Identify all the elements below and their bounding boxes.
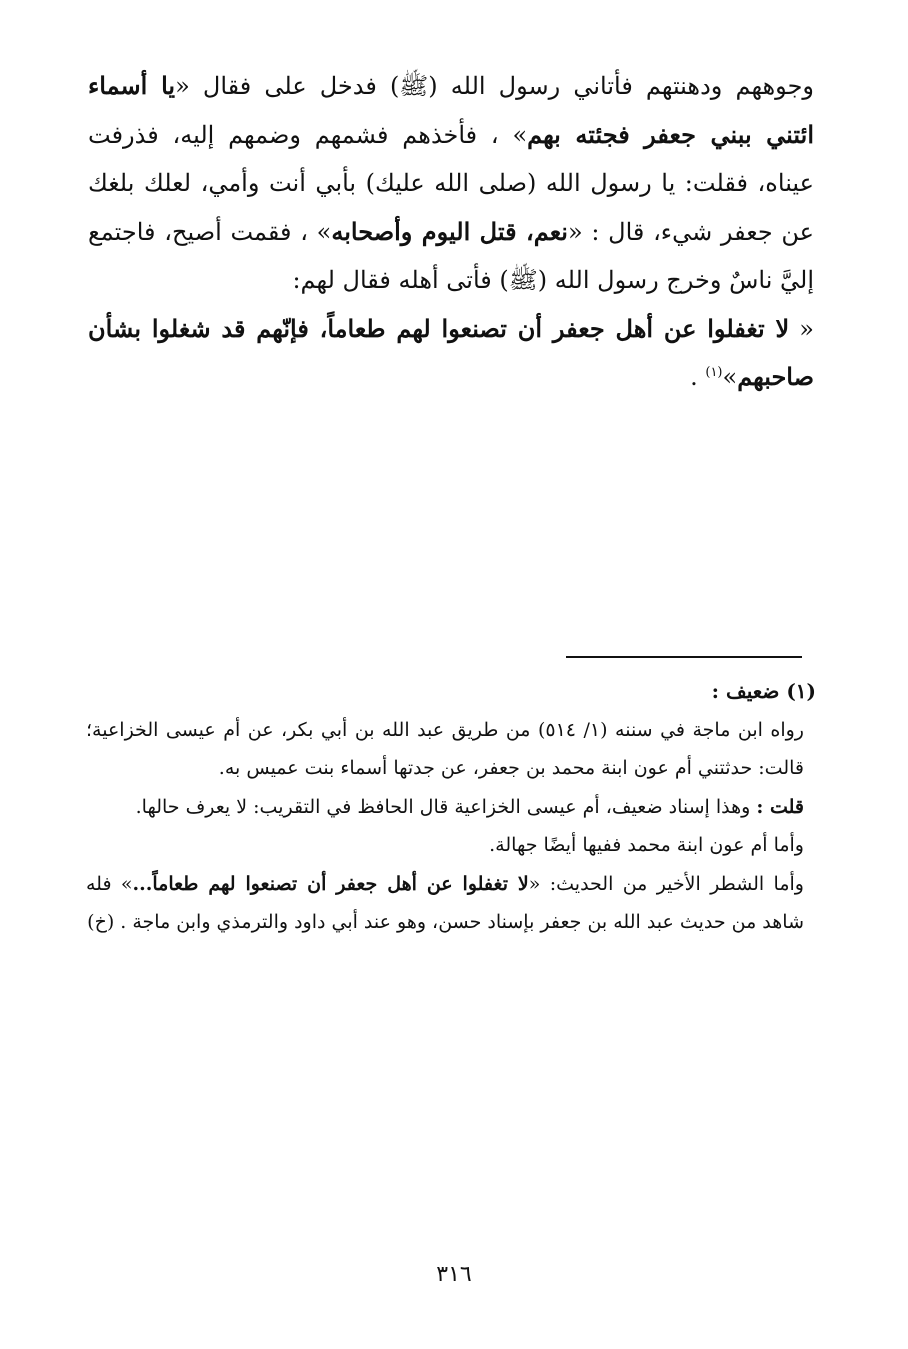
footnote-text: وهذا إسناد ضعيف، أم عيسى الخزاعية قال الحافظ في التقريب: لا يعرف حالها.	[135, 795, 757, 818]
quote-bold: نعم، قتل اليوم وأصحابه	[331, 216, 568, 246]
footnote-quote-bold: لا تغفلوا عن أهل جعفر أن تصنعوا لهم طعاماً...	[132, 872, 529, 895]
main-text-segment: » ، فأخذهم فشمهم وضمهم إليه، فذرفت عيناه، فقلت: يا رسول الله (صلى الله عليك) بأبي أنت وأمي، لعلك بلغك عن جعفر شيء، قال : «	[88, 120, 815, 246]
main-text	[88, 62, 814, 402]
footnote-paragraph-2	[86, 788, 816, 827]
main-paragraph-1	[88, 62, 814, 305]
quote-close: »	[722, 363, 738, 391]
footnotes	[86, 672, 816, 942]
main-paragraph-2	[88, 305, 814, 402]
quote-open: «	[789, 314, 814, 343]
footnote-text: وأما الشطر الأخير من الحديث: «	[528, 872, 804, 895]
page-number: ٣١٦	[436, 1262, 472, 1287]
main-text-segment: وجوههم ودهنتهم فأتاني رسول الله (ﷺ) فدخل على فقال «	[175, 72, 814, 100]
footnote-text: » فله شاهد من حديث عبد الله بن جعفر بإسناد حسن، وهو عند أبي داود والترمذي وابن ماجة . (خ)	[86, 872, 804, 933]
quote-bold: يا أسماء ائتني ببني جعفر فجئته بهم	[88, 71, 814, 149]
main-text-segment: » ، فقمت أصيح، فاجتمع إليَّ ناسٌ وخرج رسول الله (ﷺ) فأتى أهله فقال لهم:	[88, 217, 814, 294]
footnote-paragraph-1: رواه ابن ماجة في سننه (١/ ٥١٤) من طريق عبد الله بن أبي بكر، عن أم عيسى الخزاعية؛ قالت: حدثتني أم عون ابنة محمد بن جعفر، عن جدتها أسماء بنت عميس به.	[86, 718, 804, 779]
footnote-label: قلت :	[756, 795, 804, 818]
footnote-paragraph-4	[86, 865, 816, 942]
footnote-paragraph-3: وأما أم عون ابنة محمد ففيها أيضًا جهالة.	[489, 834, 804, 856]
footnote-heading: (١) ضعيف :	[711, 679, 816, 703]
sentence-end: .	[690, 363, 706, 391]
footnote-reference[interactable]: (١)	[705, 365, 723, 380]
footnote-separator	[566, 656, 802, 658]
quote-bold: لا تغفلوا عن أهل جعفر أن تصنعوا لهم طعاماً، فإنّهم قد شغلوا بشأن صاحبهم	[88, 313, 814, 391]
